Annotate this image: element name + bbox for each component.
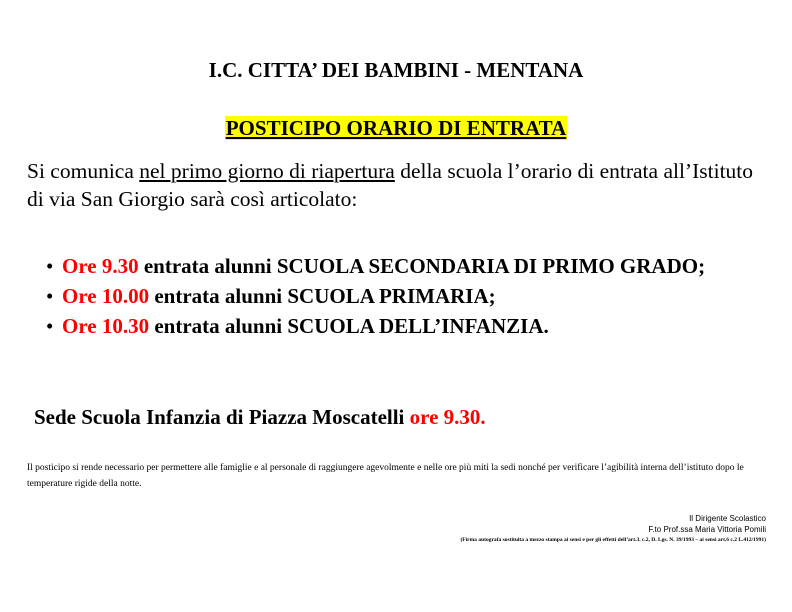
signature-block	[460, 513, 766, 546]
intro-paragraph	[27, 157, 767, 213]
schedule-time: Ore 10.00	[62, 284, 150, 308]
notice-heading-wrap	[0, 116, 792, 141]
schedule-item-secondaria	[46, 251, 776, 281]
intro-part1: Si comunica	[27, 159, 140, 183]
schedule-item-primaria	[46, 281, 776, 311]
sede-text: Sede Scuola Infanzia di Piazza Moscatelli	[34, 405, 410, 429]
schedule-text: entrata alunni SCUOLA SECONDARIA DI PRIMO GRADO;	[138, 254, 706, 278]
schedule-time: Ore 10.30	[62, 314, 150, 338]
footnote: Il posticipo si rende necessario per permettere alle famiglie e al personale di raggiungere agevolmente e nelle ore più miti la sedi nonché per verificare l’agibilità interna dell’istituto dopo le temperature rigide della notte.	[27, 463, 744, 489]
bullet-icon: •	[46, 254, 54, 278]
schedule-item-infanzia	[46, 311, 776, 341]
signature-legal: (Firma autografa sostituita a mezzo stampa ai sensi e per gli effetti dell’art.3. c.2, D. Lgs. N. 39/1993 – ai sensi art.6 c.2 L.412/1991)	[460, 537, 766, 543]
intro-part2: della scuola l’orario di entrata all’Istituto di via San Giorgio sarà così articolato:	[27, 159, 754, 211]
notice-heading: POSTICIPO ORARIO DI ENTRATA	[225, 116, 567, 140]
bullet-icon: •	[46, 314, 54, 338]
schedule-time: Ore 9.30	[62, 254, 139, 278]
intro-underlined: nel primo giorno di riapertura	[139, 159, 395, 183]
school-title: I.C. CITTA’ DEI BAMBINI - MENTANA	[208, 58, 584, 82]
bullet-icon: •	[46, 284, 54, 308]
sede-infanzia-line	[34, 405, 486, 430]
signature-role: Il Dirigente Scolastico	[689, 514, 766, 523]
schedule-list	[46, 251, 776, 341]
schedule-text: entrata alunni SCUOLA PRIMARIA;	[149, 284, 496, 308]
schedule-text: entrata alunni SCUOLA DELL’INFANZIA.	[149, 314, 549, 338]
signature-name: F.to Prof.ssa Maria Vittoria Pomili	[648, 525, 766, 534]
sede-time: ore 9.30.	[409, 405, 486, 429]
